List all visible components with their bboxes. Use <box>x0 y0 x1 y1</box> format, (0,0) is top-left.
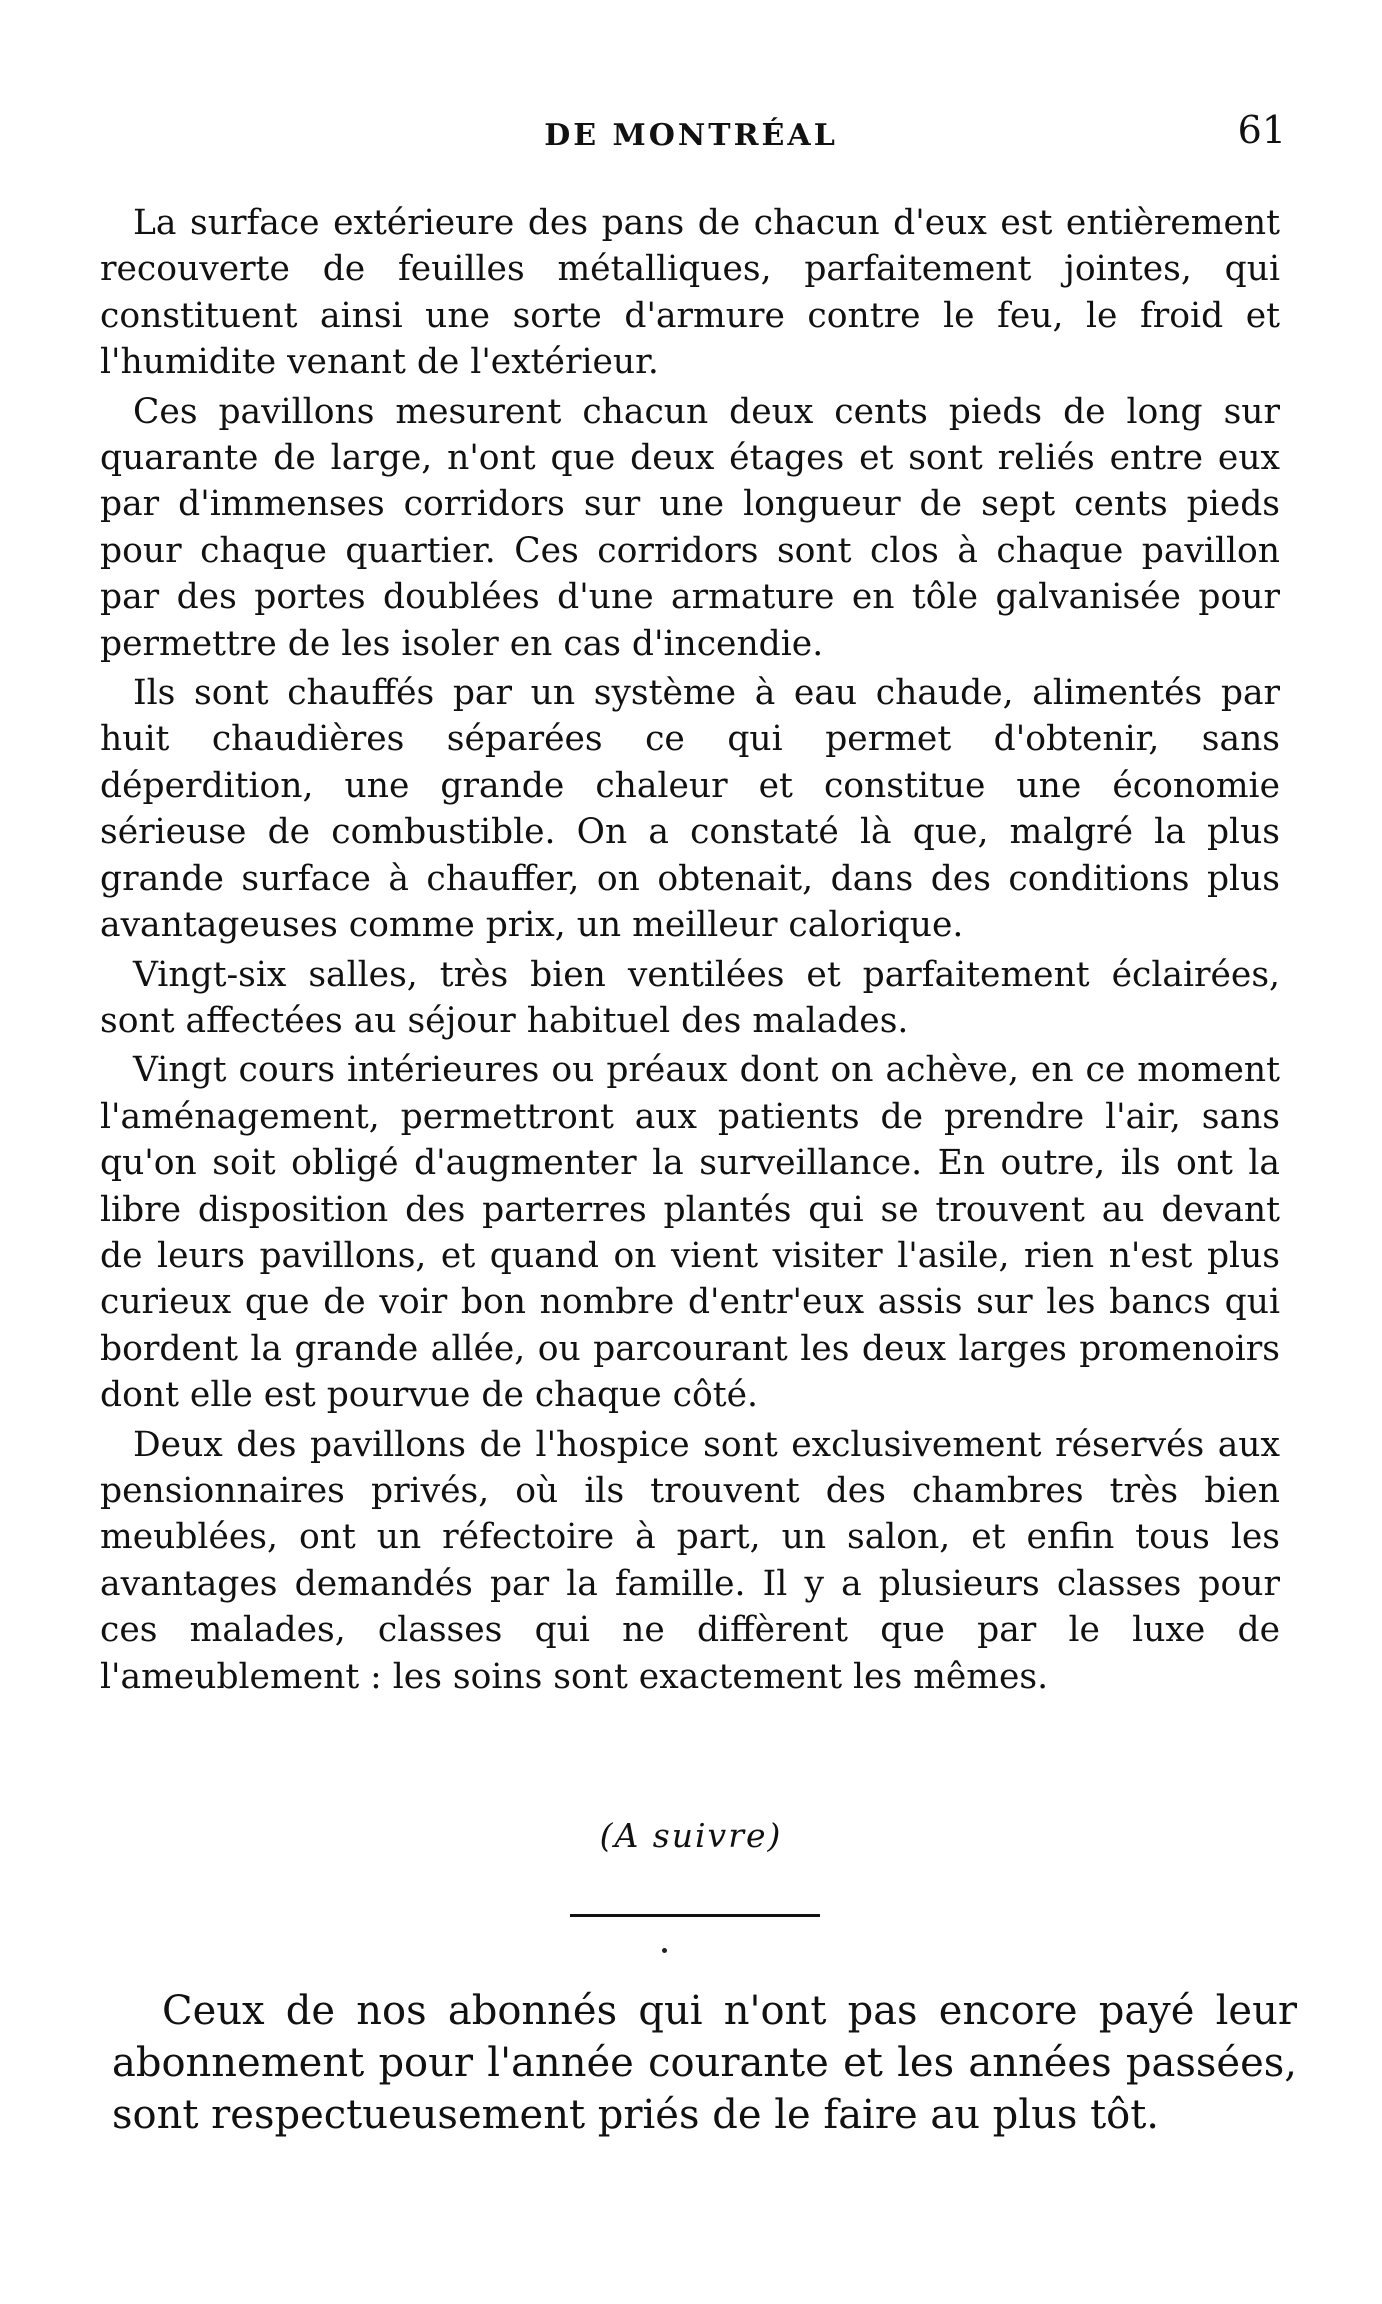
article-body <box>100 200 1280 1700</box>
subscriber-notice: Ceux de nos abonnés qui n'ont pas encore payé leur abonnement pour l'année courante et les années passées, sont respectueusement priés de le faire au plus tôt. <box>112 1988 1297 2138</box>
paragraph-wards: Vingt-six salles, très bien ventilées et parfaitement éclairées, sont affectées au séjour habituel des malades. <box>100 954 1280 1041</box>
separator-rule <box>570 1914 820 1917</box>
running-title: DE MONTRÉAL <box>544 118 838 153</box>
separator-dot <box>662 1948 667 1953</box>
to-be-continued: (A suivre) <box>599 1816 783 1855</box>
paragraph-pavilions: Ces pavillons mesurent chacun deux cents pieds de long sur quarante de large, n'ont que deux étages et sont reliés entre eux par d'immenses corridors sur une longueur de sept cents pieds pour chaque quartier. Ces corridors sont clos à chaque pavillon par des portes doublées d'une armature en tôle galvanisée pour permettre de les isoler en cas d'incendie. <box>100 391 1280 664</box>
paragraph-heating: Ils sont chauffés par un système à eau chaude, alimentés par huit chaudières séparées ce qui permet d'obtenir, sans déperdition, une grande chaleur et constitue une économie sérieuse de combustible. On a constaté là que, malgré la plus grande surface à chauffer, on obtenait, dans des conditions plus avantageuses comme prix, un meilleur calorique. <box>100 673 1280 946</box>
paragraph-private-boarders: Deux des pavillons de l'hospice sont exclusivement réservés aux pensionnaires privés, où ils trouvent des chambres très bien meublées, ont un réfectoire à part, un salon, et enfin tous les avantages demandés par la famille. Il y a plusieurs classes pour ces malades, classes qui ne diffèrent que par le luxe de l'ameublement : les soins sont exactement les mêmes. <box>100 1424 1280 1697</box>
paragraph-metal-sheathing: La surface extérieure des pans de chacun d'eux est entièrement recouverte de feuilles métalliques, parfaitement jointes, qui constituent ainsi une sorte d'armure contre le feu, le froid et l'humidite venant de l'extérieur. <box>100 203 1280 383</box>
paragraph-courtyards: Vingt cours intérieures ou préaux dont on achève, en ce moment l'aménagement, permettront aux patients de prendre l'air, sans qu'on soit obligé d'augmenter la surveillance. En outre, ils ont la libre disposition des parterres plantés qui se trouvent au devant de leurs pavillons, et quand on vient visiter l'asile, rien n'est plus curieux que de voir bon nombre d'entr'eux assis sur les bancs qui bordent la grande allée, ou parcourant les deux larges promenoirs dont elle est pourvue de chaque côté. <box>100 1050 1280 1416</box>
page-number: 61 <box>1237 108 1286 152</box>
